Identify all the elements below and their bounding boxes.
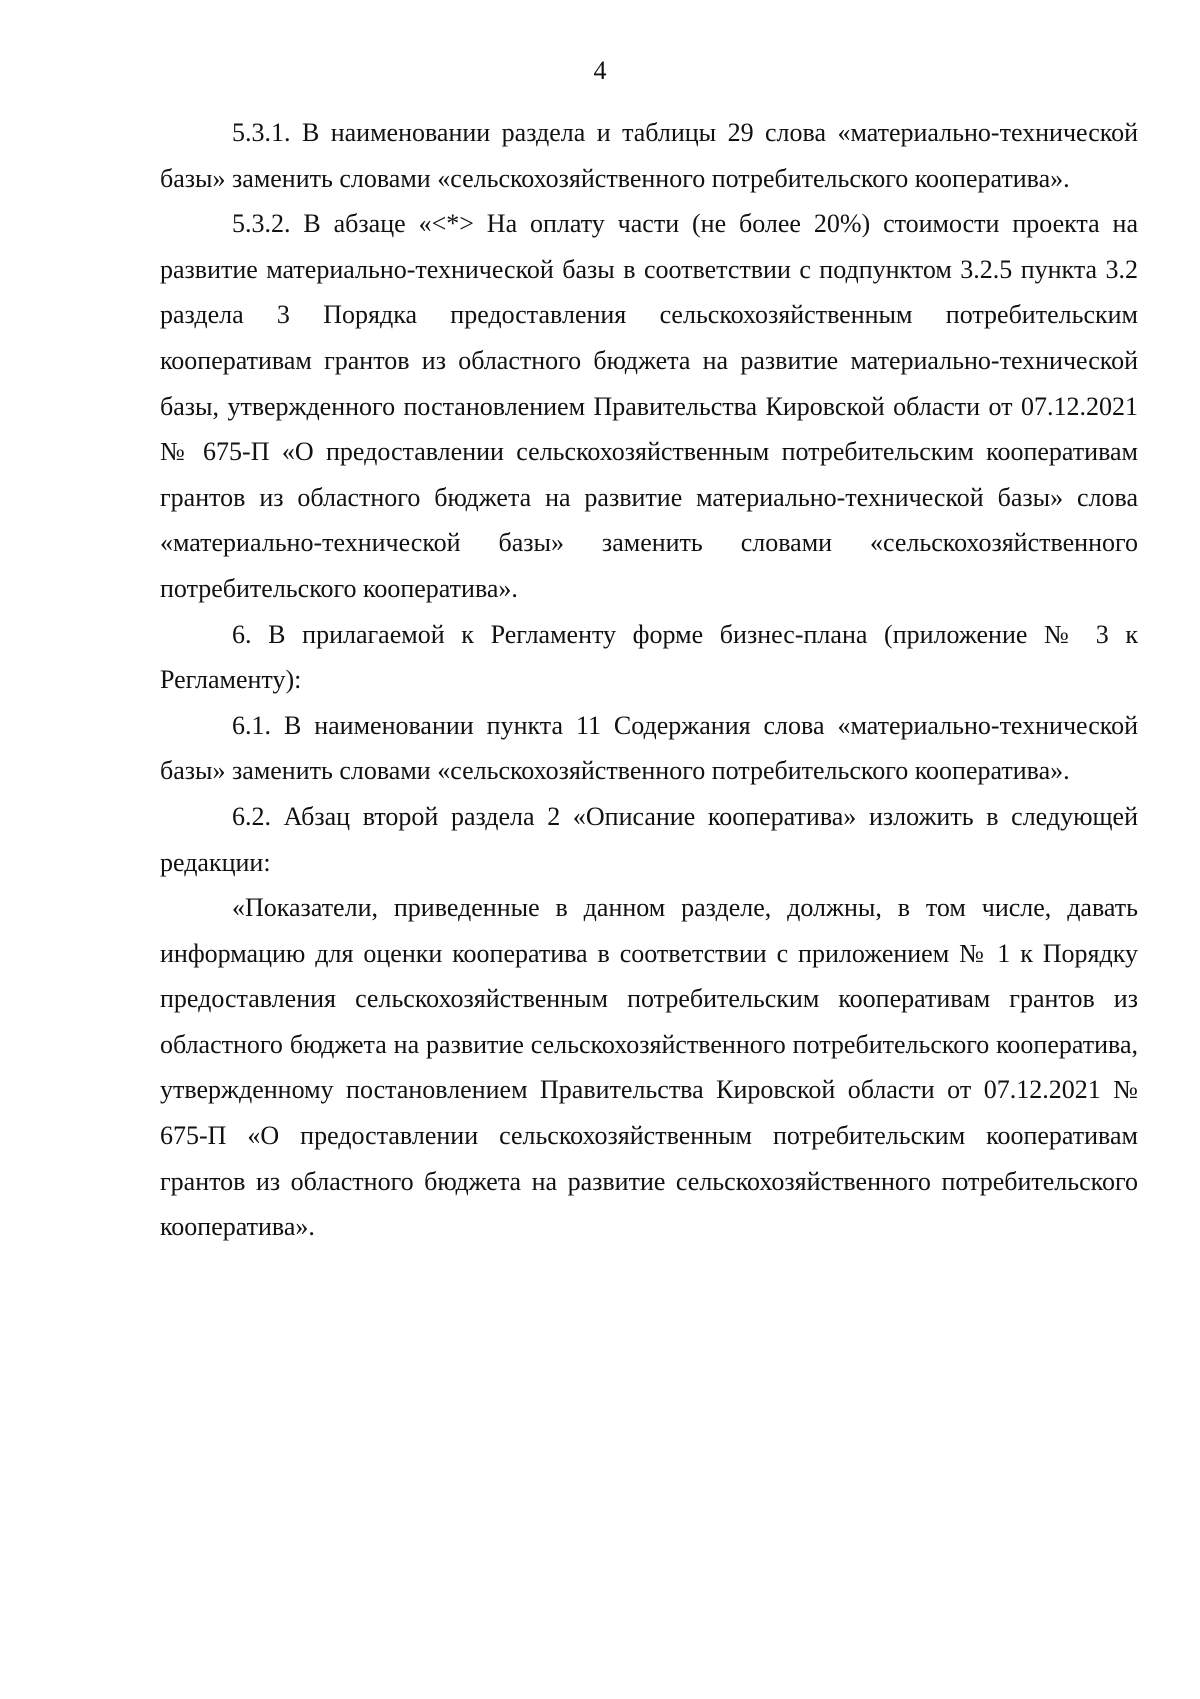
paragraph-6-2: 6.2. Абзац второй раздела 2 «Описание кооператива» изложить в следующей редакции: xyxy=(160,801,1138,877)
paragraph-6-1: 6.1. В наименовании пункта 11 Содержания слова «материально-технической базы» заменить словами «сельскохозяйственного потребительского кооператива». xyxy=(160,710,1138,786)
page-number: 4 xyxy=(593,56,607,85)
paragraph-quoted-text: «Показатели, приведенные в данном разделе, должны, в том числе, давать информацию для оценки кооператива в соответствии с приложением № 1 к Порядку предоставления сельскохозяйственным потребительским кооперативам грантов из областного бюджета на развитие сельскохозяйственного потребительского кооператива, утвержденному постановлением Правительства Кировской области от 07.12.2021 № 675-П «О предоставлении сельскохозяйственным потребительским кооперативам грантов из областного бюджета на развитие сельскохозяйственного потребительского кооператива». xyxy=(160,893,1138,1242)
paragraph-5-3-1: 5.3.1. В наименовании раздела и таблицы 29 слова «материально-технической базы» заменить словами «сельскохозяйственного потребительского кооператива». xyxy=(160,118,1138,193)
paragraph-5-3-2: 5.3.2. В абзаце «<*> На оплату части (не более 20%) стоимости проекта на развитие материально-технической базы в соответствии с подпунктом 3.2.5 пункта 3.2 раздела 3 Порядка предоставления сельскохозяйственным потребительским кооперативам грантов из областного бюджета на развитие материально-технической базы, утвержденного постановлением Правительства Кировской области от 07.12.2021 № 675-П «О предоставлении сельскохозяйственным потребительским кооперативам грантов из областного бюджета на развитие материально-технической базы» слова «материально-технической базы» заменить словами «сельскохозяйственного потребительского кооператива». xyxy=(160,209,1138,603)
document-body xyxy=(160,110,1138,1250)
paragraph-6: 6. В прилагаемой к Регламенту форме бизнес-плана (приложение № 3 к Регламенту): xyxy=(160,619,1138,695)
